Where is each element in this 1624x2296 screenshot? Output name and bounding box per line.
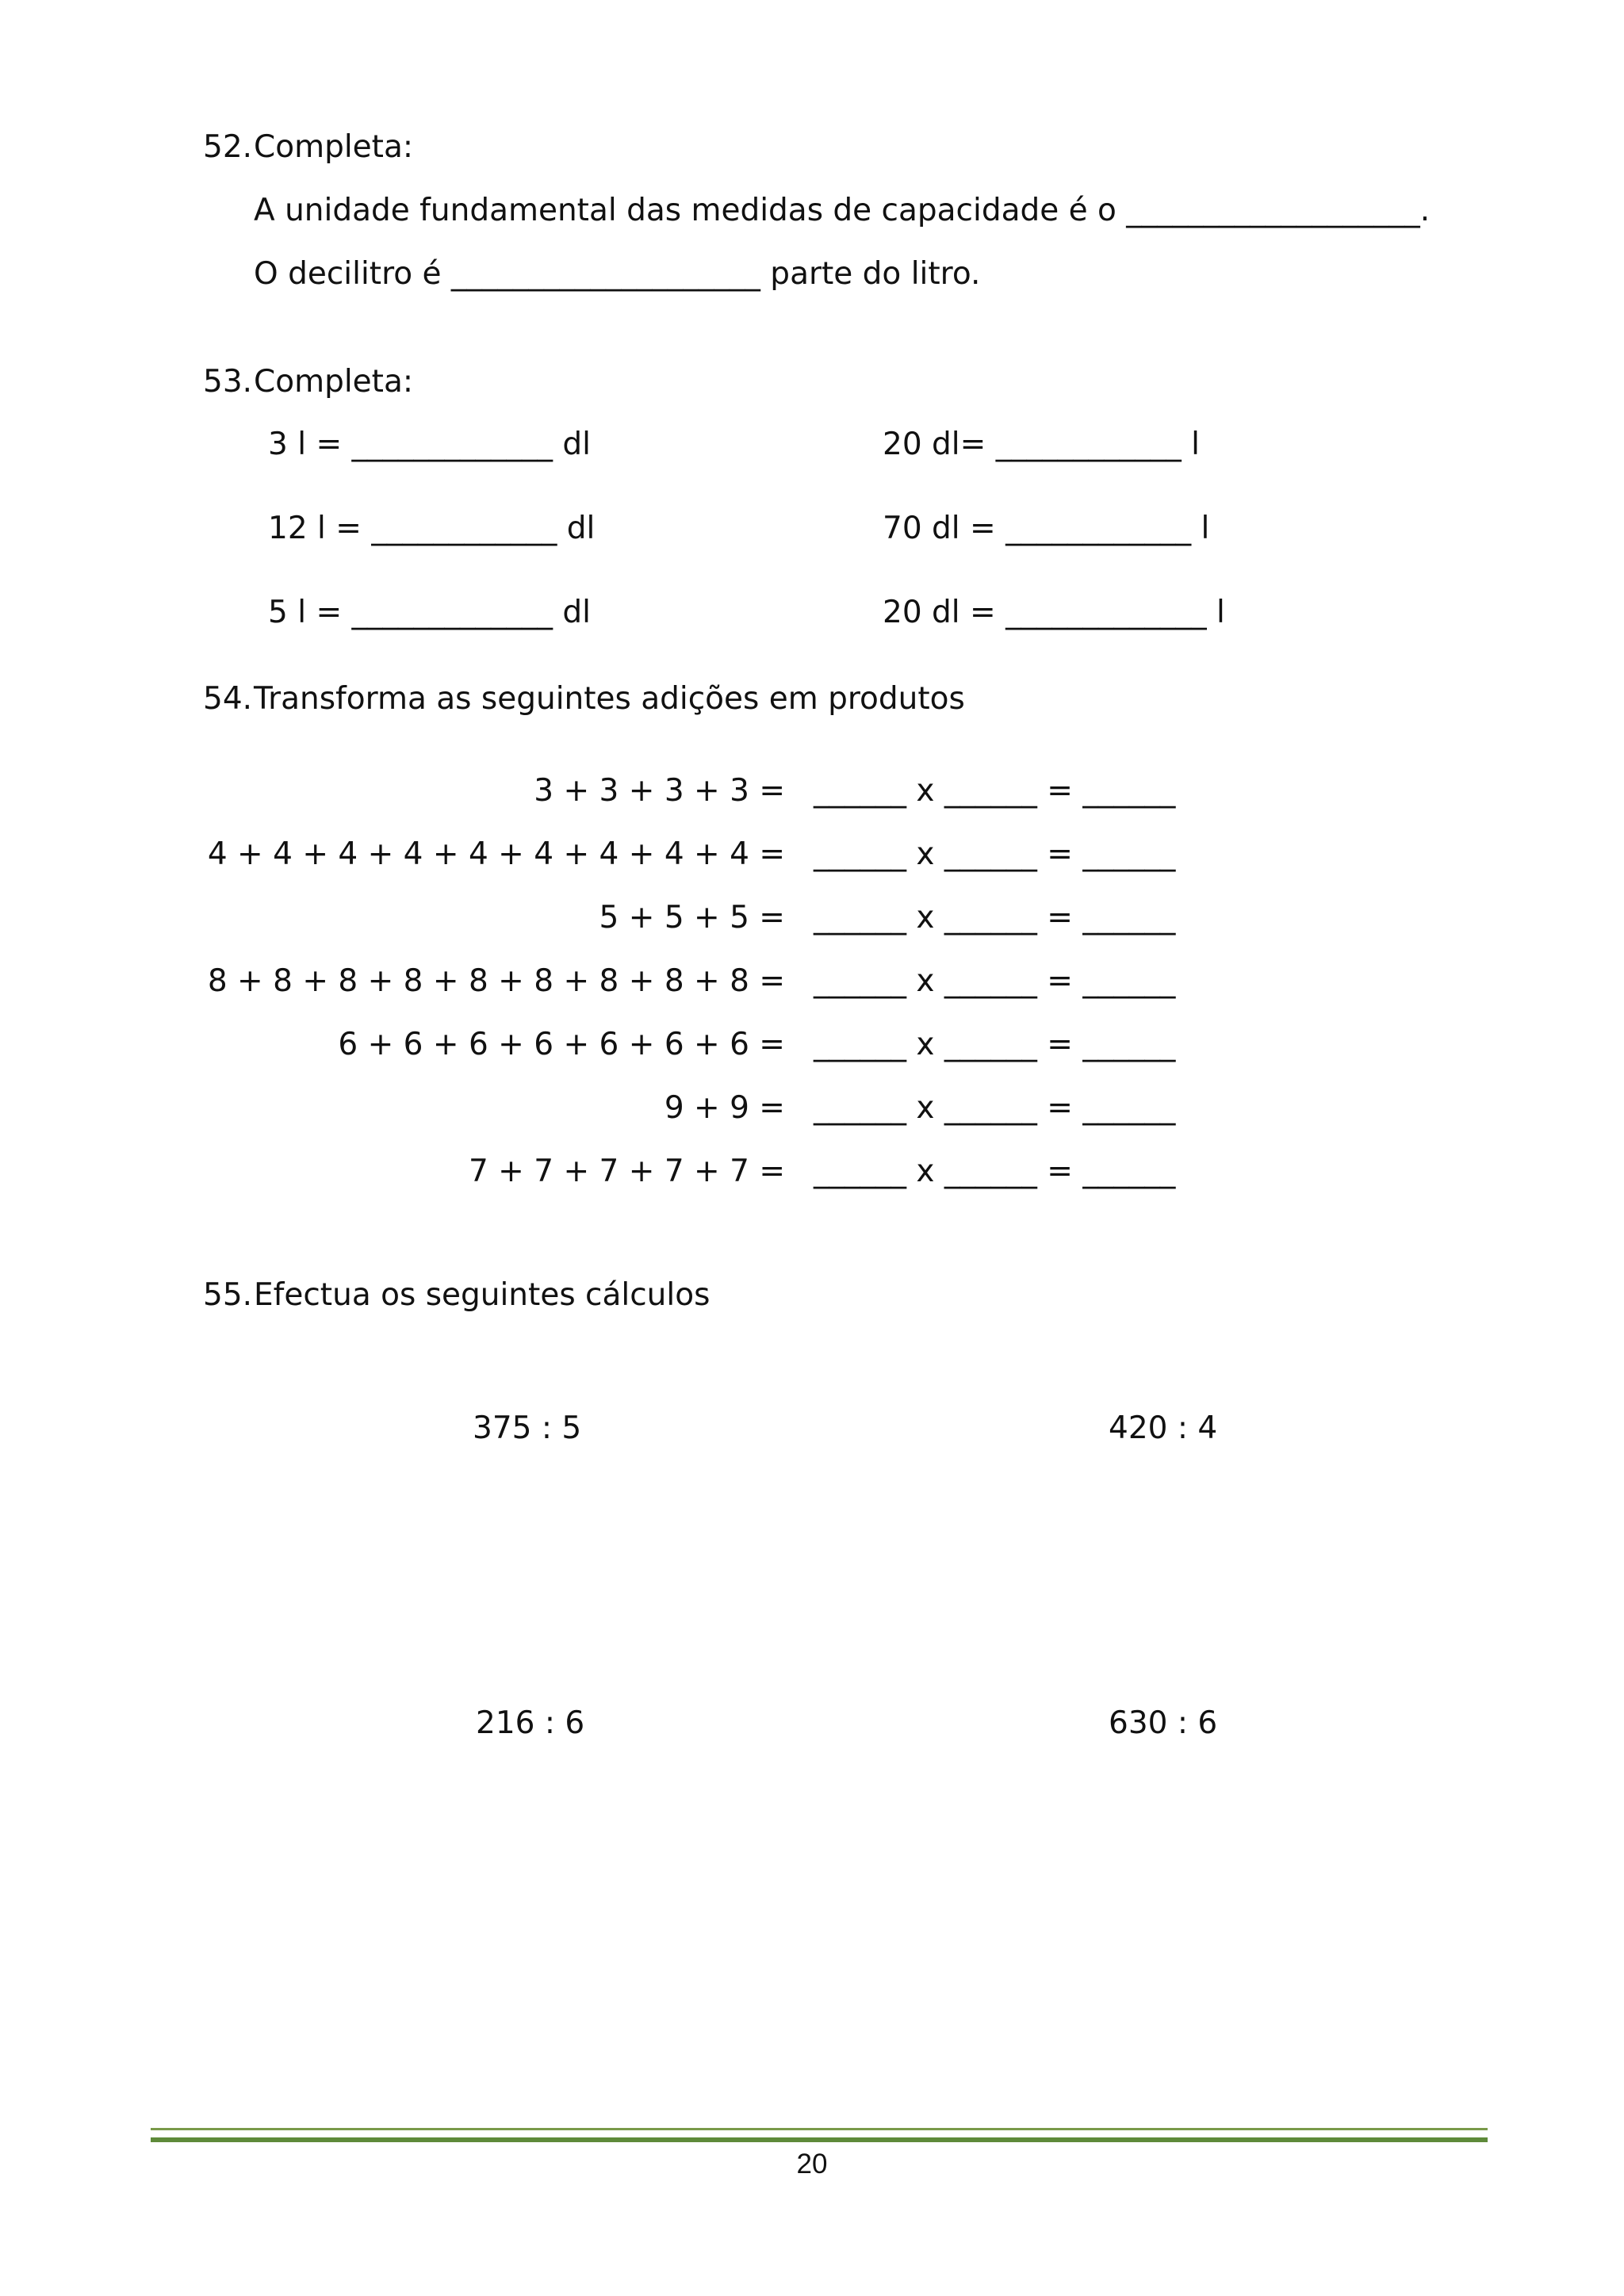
q52-title: Completa: [254,129,413,165]
q54-answer-2: ______ x ______ = ______ [814,836,1176,872]
q53-left-2: 12 l = ____________ dl [268,511,596,546]
q55-calc-3: 216 : 6 [476,1705,585,1741]
q54-sum-5: 6 + 6 + 6 + 6 + 6 + 6 + 6 = [338,1027,785,1062]
q53-right-3: 20 dl = _____________ l [883,595,1225,630]
q54-sum-1: 3 + 3 + 3 + 3 = [534,773,785,809]
q53-number: 53. [203,364,253,400]
q54-number: 54. [203,681,253,717]
q53-left-3: 5 l = _____________ dl [268,595,592,630]
q53-right-1: 20 dl= ____________ l [883,427,1200,462]
q55-calc-1: 375 : 5 [473,1410,582,1446]
q52-number: 52. [203,129,253,165]
q54-sum-6: 9 + 9 = [664,1090,785,1126]
page-number: 20 [796,2149,828,2179]
q54-answer-7: ______ x ______ = ______ [814,1154,1176,1189]
footer-rule-thin [151,2128,1488,2130]
q54-answer-3: ______ x ______ = ______ [814,900,1176,936]
q55-calc-4: 630 : 6 [1109,1705,1218,1741]
q55-number: 55. [203,1277,253,1313]
q54-title: Transforma as seguintes adições em produtos [254,681,965,717]
q54-sum-7: 7 + 7 + 7 + 7 + 7 = [468,1154,785,1189]
q53-title: Completa: [254,364,413,400]
q54-sum-2: 4 + 4 + 4 + 4 + 4 + 4 + 4 + 4 + 4 = [207,836,785,872]
q54-sum-3: 5 + 5 + 5 = [599,900,785,936]
q55-calc-2: 420 : 4 [1109,1410,1218,1446]
q52-line2: O decilitro é ____________________ parte do litro. [254,256,981,292]
q52-line1: A unidade fundamental das medidas de capacidade é o ___________________. [254,193,1431,228]
q54-answer-5: ______ x ______ = ______ [814,1027,1176,1062]
q54-answer-1: ______ x ______ = ______ [814,773,1176,809]
q53-left-1: 3 l = _____________ dl [268,427,592,462]
footer-rule-thick [151,2137,1488,2142]
q54-answer-6: ______ x ______ = ______ [814,1090,1176,1126]
q53-right-2: 70 dl = ____________ l [883,511,1210,546]
q54-sum-4: 8 + 8 + 8 + 8 + 8 + 8 + 8 + 8 + 8 = [207,963,785,999]
q54-answer-4: ______ x ______ = ______ [814,963,1176,999]
q55-title: Efectua os seguintes cálculos [254,1277,710,1313]
